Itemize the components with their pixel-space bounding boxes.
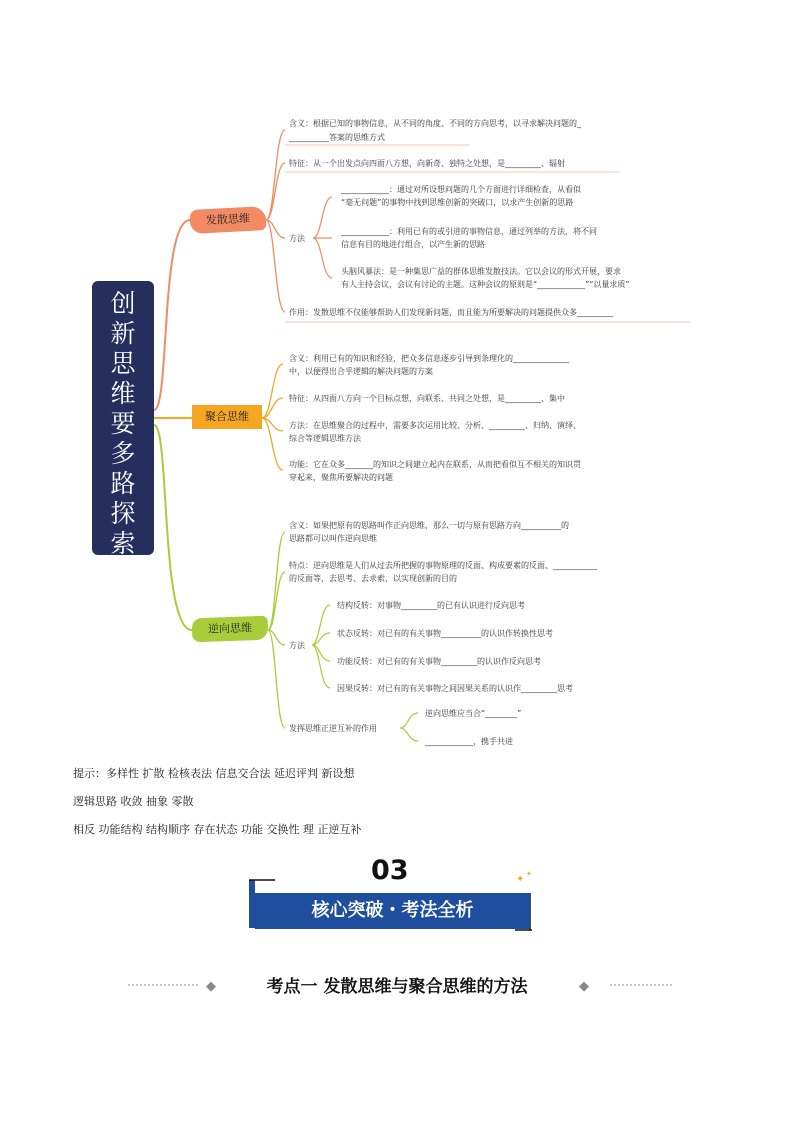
b3-method-4: 因果反转：对已有的有关事物之间因果关系的认识作_________思考: [337, 684, 573, 693]
b2-method-1: 方法：在思维聚合的过程中，需要多次运用比较、分析、_________、归纳、演绎、: [289, 421, 581, 430]
b3-method-3: 功能反转：对已有的有关事物_________的认识作反向思考: [337, 657, 541, 666]
b3-feature-2: 的反面等，去思考、去求索，以实现创新的目的: [289, 574, 457, 583]
b1-method-3b: 有人主持会议，会议有讨论的主题。这种会议的原则是“____________”“以量求质”: [341, 280, 630, 289]
b2-function-2: 穿起来，聚焦所要解决的问题: [289, 473, 393, 482]
b1-function: 作用：发散思维不仅能够帮助人们发现新问题，而且能为所要解决的问题提供众多_________: [289, 308, 613, 317]
central-char: 索: [110, 529, 136, 558]
b3-method-label: 方法: [289, 641, 305, 650]
b1-method-2b: 信息有目的地进行组合，以产生新的思路: [341, 240, 485, 249]
b1-definition-1: 含义：根据已知的事物信息，从不同的角度、不同的方向思考，以寻求解决问题的_: [289, 119, 581, 128]
central-char: 思: [110, 349, 136, 378]
b2-definition-2: 中，以便得出合乎逻辑的解决问题的方案: [289, 367, 433, 376]
central-char: 路: [110, 469, 136, 498]
b3-method-1: 结构反转：对事物_________的已有认识进行反向思考: [337, 601, 525, 610]
b2-method-2: 综合等逻辑思维方法: [289, 434, 361, 443]
b3-method-2: 状态反转：对已有的有关事物__________的认识作转换性思考: [337, 629, 553, 638]
b3-feature-1: 特点：逆向思维是人们从过去所把握的事物原理的反面、构成要素的反面、___________: [289, 561, 597, 570]
b3-definition-2: 思路都可以叫作逆向思维: [289, 534, 377, 543]
b3-definition-1: 含义：如果把原有的思路叫作正向思维，那么一切与原有思路方向__________的: [289, 521, 569, 530]
central-char: 创: [110, 289, 136, 318]
sparkle-icon: ✦: [516, 874, 525, 885]
b1-definition-2: __________答案的思维方式: [289, 133, 385, 142]
central-char: 维: [110, 379, 136, 408]
hint-line-3: 相反 功能结构 结构顺序 存在状态 功能 交换性 理 正逆互补: [73, 823, 362, 836]
b3-role-label: 发挥思维正逆互补的作用: [289, 724, 377, 733]
b1-method-2a: ____________：利用已有的或引进的事物信息，通过列举的方法，将不同: [341, 227, 597, 236]
hint-line-2: 逻辑思路 收敛 抽象 零散: [73, 795, 194, 808]
connector-branch1: [154, 220, 190, 410]
b1-method-3a: 头脑风暴法：是一种集思广益的群体思维发散技法。它以会议的形式开展，要求: [341, 267, 621, 276]
section-banner: 核心突破・考法全析: [255, 893, 530, 929]
hint-line-1: 提示：多样性 扩散 检核表法 信息交合法 延迟评判 新设想: [73, 767, 355, 780]
branch-convergent-thinking: 聚合思维: [192, 405, 262, 429]
section-heading: 考点一 发散思维与聚合思维的方法: [266, 977, 528, 997]
b3-role-1: 逆向思维应当合“________”: [425, 709, 522, 718]
branch-divergent-thinking: 发散思维: [189, 206, 266, 234]
sparkle-small-icon: ✦: [526, 870, 532, 878]
branch-reverse-thinking: 逆向思维: [192, 616, 269, 643]
section-number: 03: [371, 855, 409, 886]
connector-branch3: [154, 425, 192, 630]
b1-method-1b: “毫无问题”的事物中找到思维创新的突破口，以求产生创新的思路: [341, 198, 574, 207]
b1-method-1a: ____________：通过对所设想问题的几个方面进行详细检查，从看似: [341, 185, 581, 194]
central-topic: [92, 281, 154, 558]
central-char: 多: [110, 439, 136, 468]
b1-method-label: 方法: [289, 234, 305, 243]
central-char: 探: [110, 499, 136, 528]
diamond-left-icon: ◆: [206, 979, 216, 994]
b1-feature: 特征：从一个出发点向四面八方想，向新奇、独特之处想，是_________、辐射: [289, 159, 565, 168]
b2-function-1: 功能：它在众多_______的知识之间建立起内在联系，从而把看似互不相关的知识贯: [289, 460, 581, 469]
central-char: 新: [110, 319, 136, 348]
b3-role-2: ____________，携手共进: [425, 737, 513, 746]
diamond-right-icon: ◆: [579, 979, 589, 994]
b2-definition-1: 含义：利用已有的知识和经验，把众多信息逐步引导到条理化的______________: [289, 354, 569, 363]
b2-feature: 特征：从四面八方向一个目标点想，向联系、共同之处想，是_________、集中: [289, 394, 565, 403]
central-char: 要: [110, 409, 136, 438]
